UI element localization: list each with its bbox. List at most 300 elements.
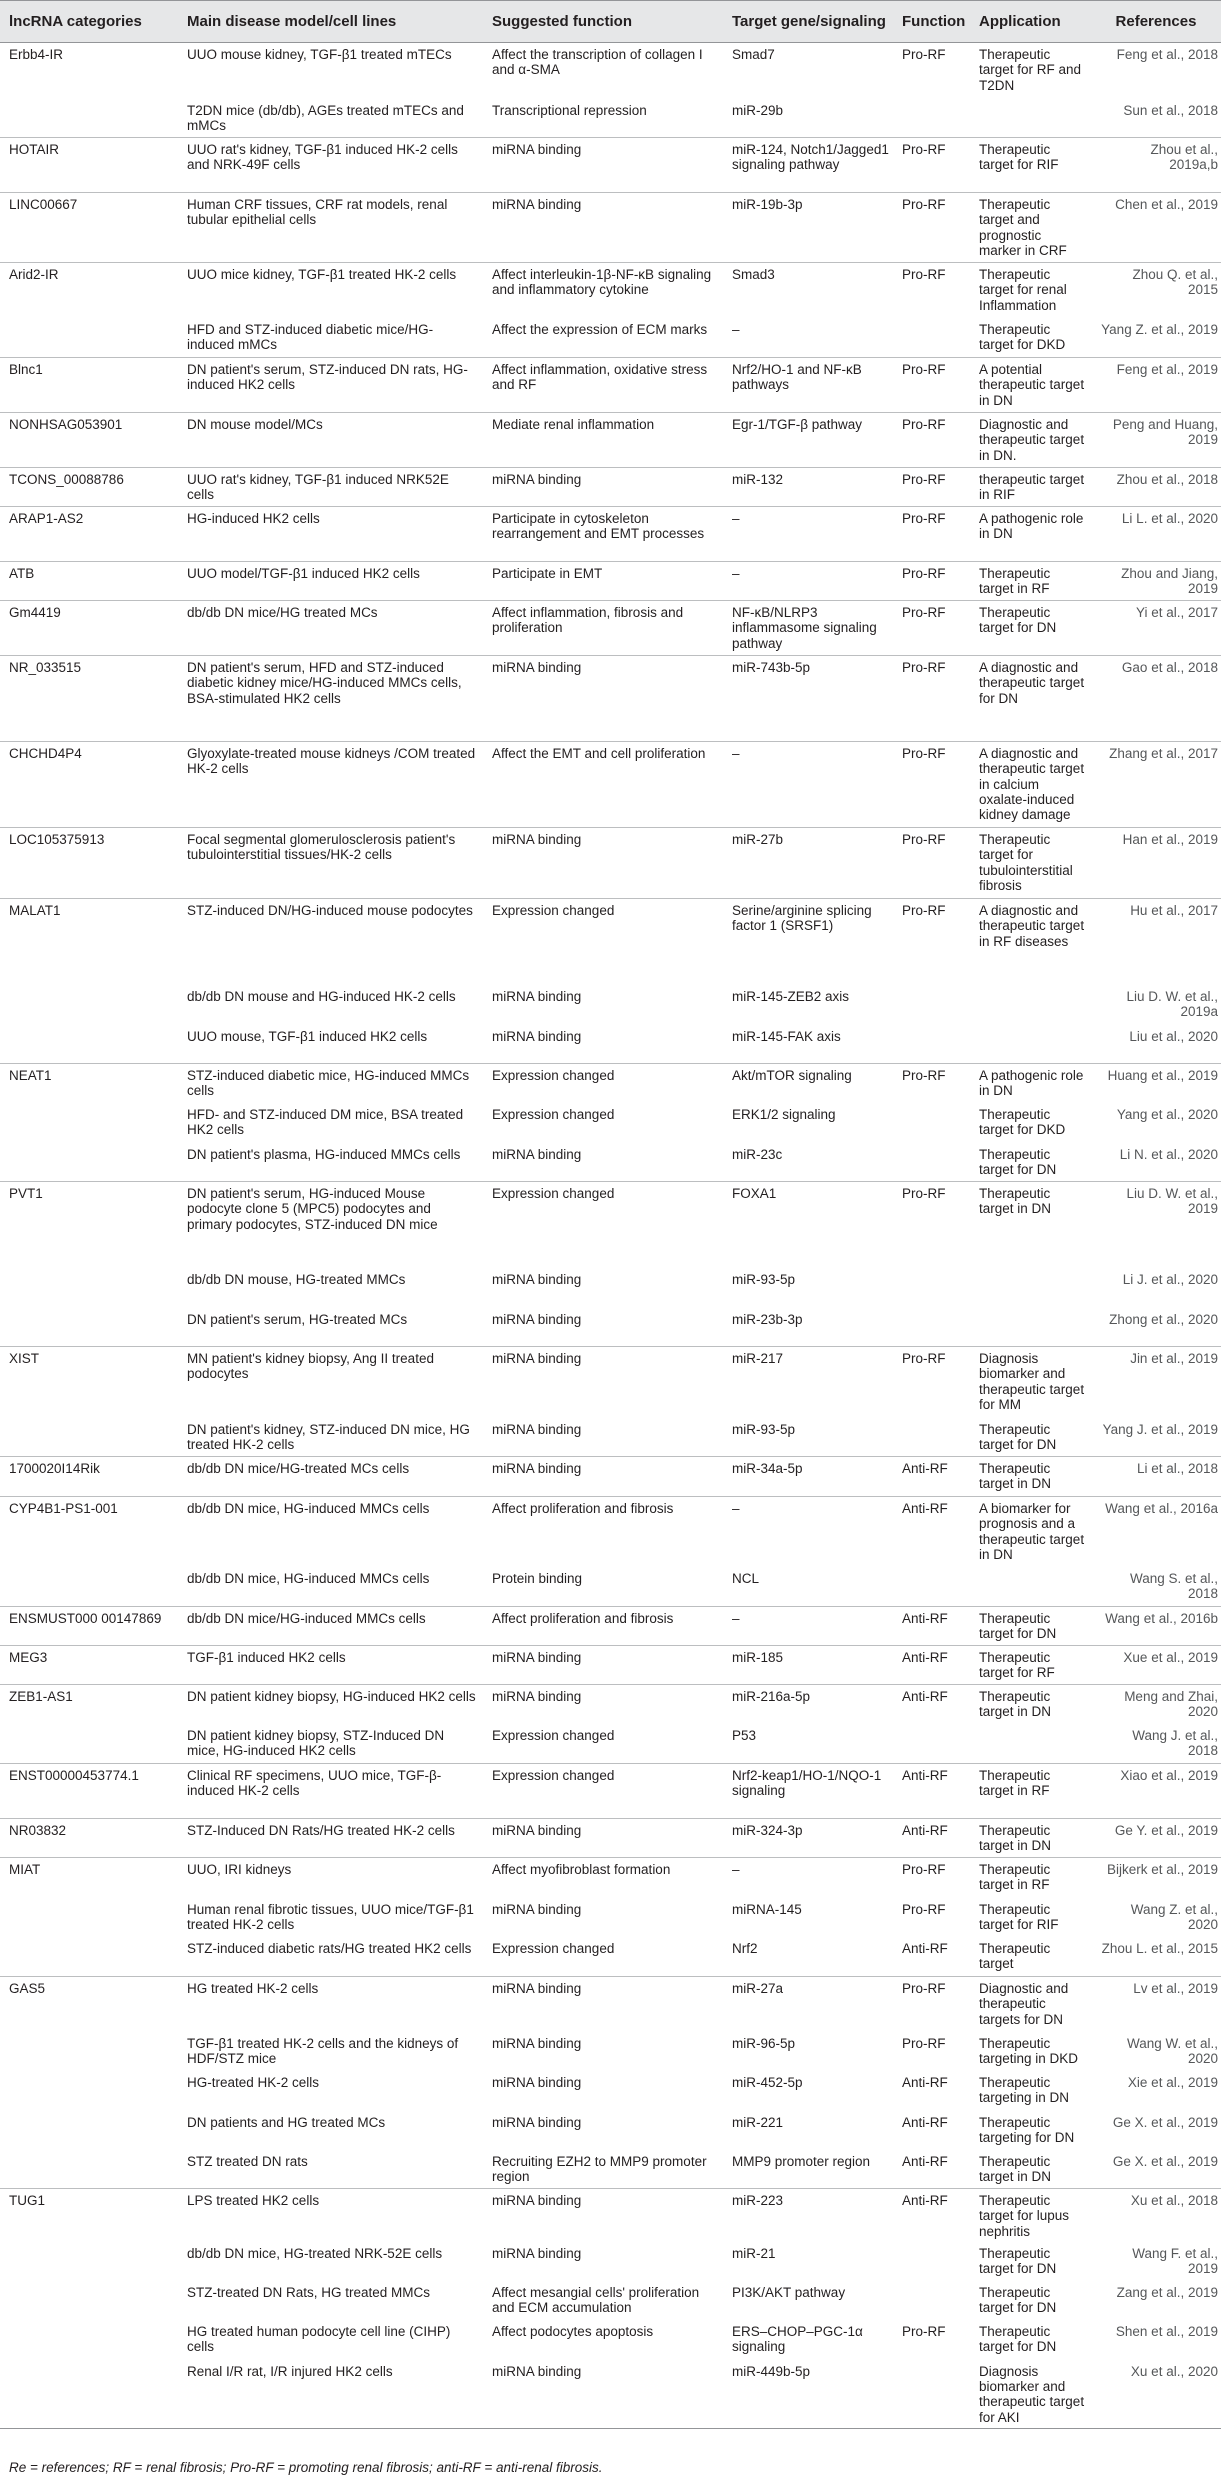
disease-model-cell: db/db DN mice, HG-treated NRK-52E cells: [187, 2245, 443, 2261]
target-gene-cell: miR-132: [723, 468, 893, 507]
table-row: [0, 1308, 1221, 1347]
disease-model-cell: db/db DN mouse and HG-induced HK-2 cells: [187, 988, 456, 1004]
disease-model-cell: Focal segmental glomerulosclerosis patient's tubulointerstitial tissues/HK-2 cells: [178, 828, 483, 899]
function-cell: [893, 318, 970, 358]
lncrna-category-cell: NEAT1: [0, 1064, 178, 1103]
reference-cell: Li L. et al., 2020: [1091, 507, 1221, 562]
suggested-function-cell: miRNA binding: [483, 656, 723, 742]
suggested-function-cell: Affect the EMT and cell proliferation: [483, 742, 723, 828]
function-cell: Pro-RF: [893, 899, 970, 985]
disease-model-cell: db/db DN mice, HG-induced MMCs cells: [187, 1570, 430, 1586]
suggested-function-cell: Recruiting EZH2 to MMP9 promoter region: [492, 2153, 707, 2184]
suggested-function-cell: miRNA binding: [492, 2114, 582, 2130]
table-row: [0, 562, 1221, 601]
table-row: [0, 1819, 1221, 1858]
table-row: [0, 985, 1221, 1025]
table-row: [0, 1268, 1221, 1308]
disease-model-cell: STZ-induced diabetic rats/HG treated HK2 cells: [187, 1940, 472, 1956]
suggested-function-cell: miRNA binding: [483, 1457, 723, 1497]
table-row: [0, 193, 1221, 263]
table-row: [0, 1764, 1221, 1819]
reference-cell: Xie et al., 2019: [1127, 2074, 1218, 2090]
application-cell: A pathogenic role in DN: [970, 507, 1091, 562]
function-cell: Anti-RF: [893, 1764, 970, 1819]
application-cell: [970, 1025, 1091, 1064]
suggested-function-cell: Affect mesangial cells' proliferation and ECM accumulation: [492, 2284, 700, 2316]
suggested-function-cell: Affect interleukin-1β-NF-κB signaling and inflammatory cytokine: [483, 263, 723, 318]
disease-model-cell: Clinical RF specimens, UUO mice, TGF-β-induced HK-2 cells: [178, 1764, 483, 1819]
function-cell: Pro-RF: [893, 601, 970, 656]
application-cell: Therapeutic target in DN: [970, 1685, 1091, 1724]
function-cell: [893, 1567, 970, 1607]
function-cell: [893, 99, 970, 138]
reference-cell: Liu D. W. et al., 2019: [1091, 1182, 1221, 1268]
application-cell: Diagnostic and therapeutic target in DN.: [970, 413, 1091, 468]
target-gene-cell: Nrf2: [732, 1940, 758, 1956]
application-cell: Therapeutic target and prognostic marker in CRF: [970, 193, 1091, 263]
table-row: [0, 318, 1221, 358]
lncrna-category-cell: [0, 2242, 178, 2281]
suggested-function-cell: Expression changed: [492, 1940, 615, 1956]
disease-model-cell: Glyoxylate-treated mouse kidneys /COM treated HK-2 cells: [178, 742, 483, 828]
disease-model-cell: HFD- and STZ-induced DM mice, BSA treated HK2 cells: [187, 1106, 464, 1137]
header-suggested-function: Suggested function: [483, 1, 723, 43]
function-cell: Pro-RF: [893, 828, 970, 899]
application-cell: Therapeutic target in DN: [970, 1457, 1091, 1497]
target-gene-cell: miR-23c: [732, 1146, 783, 1162]
table-row: [0, 899, 1221, 985]
table-row: [0, 1064, 1221, 1103]
reference-cell: Xu et al., 2018: [1091, 2189, 1221, 2242]
suggested-function-cell: Affect the transcription of collagen I and α-SMA: [492, 47, 703, 78]
application-cell: [970, 1308, 1091, 1347]
reference-cell: Wang et al., 2016b: [1091, 1607, 1221, 1646]
suggested-function-cell: miRNA binding: [483, 2360, 723, 2429]
disease-model-cell: DN patient's serum, STZ-induced DN rats, HG-induced HK2 cells: [178, 358, 483, 413]
disease-model-cell: STZ-Induced DN Rats/HG treated HK-2 cells: [178, 1819, 483, 1858]
table-row: [0, 1937, 1221, 1977]
table-row: [0, 468, 1221, 507]
function-cell: Anti-RF: [893, 1457, 970, 1497]
target-gene-cell: NCL: [732, 1570, 760, 1586]
function-cell: Pro-RF: [893, 562, 970, 601]
target-gene-cell: miR-221: [732, 2114, 784, 2130]
application-cell: therapeutic target in RIF: [970, 468, 1091, 507]
lncrna-category-cell: ENSMUST000 00147869: [0, 1607, 178, 1646]
reference-cell: Shen et al., 2019: [1115, 2323, 1218, 2339]
lncrna-category-cell: ZEB1-AS1: [0, 1685, 178, 1724]
lncrna-category-cell: NR_033515: [0, 656, 178, 742]
suggested-function-cell: Participate in cytoskeleton rearrangement and EMT processes: [483, 507, 723, 562]
application-cell: Therapeutic target for RIF: [970, 138, 1091, 193]
application-cell: Therapeutic target for DN: [979, 2323, 1057, 2355]
application-cell: Therapeutic targeting for DN: [979, 2114, 1075, 2145]
suggested-function-cell: Affect inflammation, fibrosis and proliferation: [483, 601, 723, 656]
lncrna-category-cell: [0, 1103, 178, 1143]
table-row: [0, 99, 1221, 138]
function-cell: Anti-RF: [893, 2189, 970, 2242]
suggested-function-cell: miRNA binding: [492, 1311, 582, 1327]
function-cell: [893, 1418, 970, 1457]
disease-model-cell: DN patient's serum, HG-treated MCs: [187, 1311, 408, 1327]
lncrna-category-cell: PVT1: [0, 1182, 178, 1268]
lncrna-category-cell: [0, 1025, 178, 1064]
reference-cell: Meng and Zhai, 2020: [1091, 1685, 1221, 1724]
table-row: [0, 263, 1221, 318]
disease-model-cell: DN patient's serum, HFD and STZ-induced diabetic kidney mice/HG-induced MMCs cells, BSA-stimulated HK2 cells: [178, 656, 483, 742]
disease-model-cell: DN patient's plasma, HG-induced MMCs cells: [187, 1146, 461, 1162]
target-gene-cell: miR-27b: [723, 828, 893, 899]
function-cell: [893, 1025, 970, 1064]
table-row: [0, 2032, 1221, 2071]
reference-cell: Xu et al., 2020: [1091, 2360, 1221, 2429]
lncrna-category-cell: ATB: [0, 562, 178, 601]
target-gene-cell: miR-124, Notch1/Jagged1 signaling pathway: [723, 138, 893, 193]
application-cell: A diagnostic and therapeutic target in calcium oxalate-induced kidney damage: [970, 742, 1091, 828]
lncrna-category-cell: [0, 1418, 178, 1457]
suggested-function-cell: Protein binding: [492, 1570, 583, 1586]
disease-model-cell: Human CRF tissues, CRF rat models, renal tubular epithelial cells: [178, 193, 483, 263]
application-cell: Therapeutic target for DKD: [979, 321, 1066, 352]
lncrna-category-cell: [0, 1308, 178, 1347]
table-row: [0, 828, 1221, 899]
application-cell: Therapeutic target for lupus nephritis: [970, 2189, 1091, 2242]
reference-cell: Liu et al., 2020: [1129, 1028, 1218, 1044]
table-row: [0, 1898, 1221, 1937]
function-cell: Pro-RF: [902, 2323, 946, 2339]
function-cell: [893, 1724, 970, 1764]
function-cell: Anti-RF: [902, 2074, 948, 2090]
suggested-function-cell: miRNA binding: [483, 1347, 723, 1418]
lncrna-category-cell: ENST00000453774.1: [0, 1764, 178, 1819]
lncrna-category-cell: CYP4B1-PS1-001: [0, 1497, 178, 1567]
lncrna-category-cell: LOC105375913: [0, 828, 178, 899]
disease-model-cell: HG-induced HK2 cells: [178, 507, 483, 562]
target-gene-cell: ERS–CHOP–PGC-1α signaling: [732, 2323, 863, 2355]
application-cell: A diagnostic and therapeutic target for DN: [970, 656, 1091, 742]
table-row: [0, 1567, 1221, 1607]
target-gene-cell: –: [723, 1497, 893, 1567]
application-cell: [970, 985, 1091, 1025]
application-cell: Diagnosis biomarker and therapeutic target for MM: [970, 1347, 1091, 1418]
function-cell: Pro-RF: [893, 193, 970, 263]
lncrna-category-cell: [0, 2320, 178, 2360]
reference-cell: Feng et al., 2018: [1116, 47, 1218, 62]
table-row: [0, 43, 1221, 99]
reference-cell: Liu D. W. et al., 2019a: [1126, 988, 1218, 1019]
reference-cell: Zhou L. et al., 2015: [1101, 1940, 1218, 1956]
disease-model-cell: db/db DN mouse, HG-treated MMCs: [187, 1271, 406, 1287]
lncrna-category-cell: HOTAIR: [0, 138, 178, 193]
suggested-function-cell: miRNA binding: [492, 2035, 582, 2051]
suggested-function-cell: Affect myofibroblast formation: [483, 1858, 723, 1898]
lncrna-category-cell: [0, 1143, 178, 1182]
table-row: [0, 2189, 1221, 2242]
target-gene-cell: Akt/mTOR signaling: [723, 1064, 893, 1103]
application-cell: A biomarker for prognosis and a therapeutic target in DN: [970, 1497, 1091, 1567]
target-gene-cell: ERK1/2 signaling: [732, 1106, 836, 1122]
disease-model-cell: MN patient's kidney biopsy, Ang II treated podocytes: [178, 1347, 483, 1418]
table-footnote: Re = references; RF = renal fibrosis; Pro-RF = promoting renal fibrosis; anti-RF = anti-renal fibrosis.: [9, 2460, 603, 2475]
application-cell: Therapeutic target for RF and T2DN: [979, 47, 1082, 93]
application-cell: A diagnostic and therapeutic target in RF diseases: [970, 899, 1091, 985]
target-gene-cell: MMP9 promoter region: [732, 2153, 871, 2169]
table-row: [0, 2281, 1221, 2320]
reference-cell: Li et al., 2018: [1091, 1457, 1221, 1497]
suggested-function-cell: miRNA binding: [483, 1819, 723, 1858]
target-gene-cell: miR-324-3p: [723, 1819, 893, 1858]
table-row: [0, 1724, 1221, 1764]
target-gene-cell: miR-145-FAK axis: [732, 1028, 841, 1044]
reference-cell: Gao et al., 2018: [1091, 656, 1221, 742]
target-gene-cell: NF-κB/NLRP3 inflammasome signaling pathway: [723, 601, 893, 656]
application-cell: Therapeutic target for RF: [970, 1646, 1091, 1685]
application-cell: Therapeutic targeting in DKD: [979, 2035, 1079, 2066]
application-cell: Therapeutic target in RF: [970, 1764, 1091, 1819]
lncrna-category-cell: Erbb4-IR: [9, 47, 64, 62]
function-cell: Pro-RF: [893, 507, 970, 562]
table-row: [0, 2071, 1221, 2111]
target-gene-cell: –: [723, 507, 893, 562]
table-row: [0, 1143, 1221, 1182]
function-cell: Anti-RF: [893, 1819, 970, 1858]
target-gene-cell: miR-93-5p: [732, 1271, 796, 1287]
application-cell: Therapeutic target for tubulointerstitial fibrosis: [970, 828, 1091, 899]
suggested-function-cell: miRNA binding: [492, 2245, 582, 2261]
disease-model-cell: DN patient kidney biopsy, HG-induced HK2 cells: [178, 1685, 483, 1724]
lncrna-category-cell: NONHSAG053901: [0, 413, 178, 468]
target-gene-cell: Egr-1/TGF-β pathway: [723, 413, 893, 468]
function-cell: [893, 2242, 970, 2281]
disease-model-cell: STZ-induced DN/HG-induced mouse podocytes: [178, 899, 483, 985]
target-gene-cell: Smad7: [732, 47, 775, 62]
function-cell: Pro-RF: [893, 263, 970, 318]
application-cell: Diagnostic and therapeutic targets for DN: [970, 1977, 1091, 2032]
table-row: [0, 1685, 1221, 1724]
disease-model-cell: HG treated human podocyte cell line (CIHP) cells: [187, 2323, 451, 2355]
reference-cell: Zhou Q. et al., 2015: [1091, 263, 1221, 318]
application-cell: Therapeutic target for DN: [979, 2245, 1057, 2277]
function-cell: [893, 2360, 970, 2429]
disease-model-cell: UUO mouse, TGF-β1 induced HK2 cells: [187, 1028, 428, 1044]
function-cell: Pro-RF: [893, 1858, 970, 1898]
table-row: [0, 2320, 1221, 2360]
target-gene-cell: miRNA-145: [732, 1901, 802, 1917]
reference-cell: Wang et al., 2016a: [1091, 1497, 1221, 1567]
application-cell: Therapeutic target for DKD: [979, 1106, 1066, 1137]
table-row: [0, 2242, 1221, 2281]
table-row: [0, 1347, 1221, 1418]
suggested-function-cell: miRNA binding: [492, 1271, 582, 1287]
lncrna-category-cell: Blnc1: [0, 358, 178, 413]
lncrna-category-cell: 1700020I14Rik: [0, 1457, 178, 1497]
table-row: [0, 2111, 1221, 2150]
target-gene-cell: miR-452-5p: [732, 2074, 803, 2090]
disease-model-cell: UUO mouse kidney, TGF-β1 treated mTECs: [187, 47, 452, 62]
reference-cell: Bijkerk et al., 2019: [1091, 1858, 1221, 1898]
disease-model-cell: LPS treated HK2 cells: [178, 2189, 483, 2242]
disease-model-cell: UUO rat's kidney, TGF-β1 induced HK-2 cells and NRK-49F cells: [178, 138, 483, 193]
target-gene-cell: miR-145-ZEB2 axis: [732, 988, 850, 1004]
application-cell: Diagnosis biomarker and therapeutic target for AKI: [970, 2360, 1091, 2429]
disease-model-cell: T2DN mice (db/db), AGEs treated mTECs and mMCs: [187, 102, 464, 133]
suggested-function-cell: miRNA binding: [483, 1646, 723, 1685]
reference-cell: Wang Z. et al., 2020: [1130, 1901, 1218, 1932]
lncrna-category-cell: [0, 1268, 178, 1308]
suggested-function-cell: miRNA binding: [492, 1901, 582, 1917]
lncrna-category-cell: [0, 2071, 178, 2111]
table-row: [0, 1025, 1221, 1064]
disease-model-cell: UUO model/TGF-β1 induced HK2 cells: [178, 562, 483, 601]
function-cell: Pro-RF: [893, 656, 970, 742]
reference-cell: Peng and Huang, 2019: [1091, 413, 1221, 468]
table-row: [0, 2150, 1221, 2189]
application-cell: [970, 1724, 1091, 1764]
header-target-gene: Target gene/signaling: [723, 1, 893, 43]
lncrna-category-cell: XIST: [0, 1347, 178, 1418]
reference-cell: Yang Z. et al., 2019: [1101, 321, 1218, 337]
suggested-function-cell: Affect the expression of ECM marks: [492, 321, 708, 337]
reference-cell: Li N. et al., 2020: [1119, 1146, 1218, 1162]
application-cell: Therapeutic target for DN: [979, 1146, 1057, 1177]
table-row: [0, 1858, 1221, 1898]
target-gene-cell: –: [723, 742, 893, 828]
lncrna-category-cell: MEG3: [0, 1646, 178, 1685]
application-cell: Therapeutic target for DN: [970, 1607, 1091, 1646]
reference-cell: Xiao et al., 2019: [1091, 1764, 1221, 1819]
table-row: [0, 656, 1221, 742]
suggested-function-cell: Mediate renal inflammation: [483, 413, 723, 468]
table-row: [0, 413, 1221, 468]
suggested-function-cell: Affect podocytes apoptosis: [492, 2323, 654, 2339]
disease-model-cell: Human renal fibrotic tissues, UUO mice/TGF-β1 treated HK-2 cells: [187, 1901, 474, 1932]
lncrna-category-cell: [0, 1937, 178, 1977]
reference-cell: Han et al., 2019: [1091, 828, 1221, 899]
lncrna-category-cell: LINC00667: [0, 193, 178, 263]
reference-cell: Ge Y. et al., 2019: [1091, 1819, 1221, 1858]
disease-model-cell: TGF-β1 induced HK2 cells: [178, 1646, 483, 1685]
lncrna-category-cell: MALAT1: [0, 899, 178, 985]
lncrna-category-cell: Gm4419: [0, 601, 178, 656]
function-cell: Anti-RF: [893, 1646, 970, 1685]
function-cell: [893, 985, 970, 1025]
function-cell: Pro-RF: [893, 1977, 970, 2032]
function-cell: Pro-RF: [893, 1347, 970, 1418]
lncrna-category-cell: Arid2-IR: [0, 263, 178, 318]
function-cell: Pro-RF: [893, 358, 970, 413]
target-gene-cell: –: [732, 321, 740, 337]
disease-model-cell: UUO, IRI kidneys: [178, 1858, 483, 1898]
table-row: [0, 1607, 1221, 1646]
lncrna-category-cell: NR03832: [0, 1819, 178, 1858]
suggested-function-cell: miRNA binding: [492, 2074, 582, 2090]
suggested-function-cell: miRNA binding: [483, 1685, 723, 1724]
reference-cell: Lv et al., 2019: [1091, 1977, 1221, 2032]
target-gene-cell: Nrf2-keap1/HO-1/NQO-1 signaling: [723, 1764, 893, 1819]
disease-model-cell: STZ-treated DN Rats, HG treated MMCs: [187, 2284, 431, 2300]
suggested-function-cell: miRNA binding: [483, 1977, 723, 2032]
target-gene-cell: miR-449b-5p: [723, 2360, 893, 2429]
lncrna-category-cell: TCONS_00088786: [0, 468, 178, 507]
application-cell: [970, 1268, 1091, 1308]
lncrna-category-cell: [0, 2360, 178, 2429]
target-gene-cell: miR-223: [723, 2189, 893, 2242]
suggested-function-cell: Transcriptional repression: [492, 102, 647, 118]
table-row: [0, 138, 1221, 193]
suggested-function-cell: Expression changed: [483, 899, 723, 985]
table-header: [0, 1, 1221, 43]
reference-cell: Zhang et al., 2017: [1091, 742, 1221, 828]
disease-model-cell: HG treated HK-2 cells: [178, 1977, 483, 2032]
suggested-function-cell: miRNA binding: [483, 468, 723, 507]
reference-cell: Yang et al., 2020: [1116, 1106, 1218, 1122]
function-cell: Pro-RF: [902, 1901, 946, 1917]
application-cell: Therapeutic target: [979, 1940, 1051, 1971]
table-row: [0, 601, 1221, 656]
table-row: [0, 1182, 1221, 1268]
lncrna-category-cell: [0, 2032, 178, 2071]
table-row: [0, 1418, 1221, 1457]
header-function: Function: [893, 1, 970, 43]
application-cell: Therapeutic target in DN: [970, 1819, 1091, 1858]
table-row: [0, 1646, 1221, 1685]
reference-cell: Wang S. et al., 2018: [1129, 1570, 1218, 1601]
disease-model-cell: HG-treated HK-2 cells: [187, 2074, 320, 2090]
application-cell: A potential therapeutic target in DN: [970, 358, 1091, 413]
lncrna-category-cell: [0, 985, 178, 1025]
function-cell: Pro-RF: [902, 47, 946, 62]
function-cell: Pro-RF: [893, 138, 970, 193]
function-cell: Pro-RF: [893, 1182, 970, 1268]
disease-model-cell: UUO rat's kidney, TGF-β1 induced NRK52E cells: [178, 468, 483, 507]
disease-model-cell: UUO mice kidney, TGF-β1 treated HK-2 cells: [178, 263, 483, 318]
reference-cell: Chen et al., 2019: [1091, 193, 1221, 263]
target-gene-cell: FOXA1: [723, 1182, 893, 1268]
suggested-function-cell: miRNA binding: [492, 1028, 582, 1044]
disease-model-cell: DN patient's serum, HG-induced Mouse podocyte clone 5 (MPC5) podocytes and primary podocytes, STZ-induced DN mice: [178, 1182, 483, 1268]
target-gene-cell: miR-27a: [723, 1977, 893, 2032]
lncrna-category-cell: CHCHD4P4: [0, 742, 178, 828]
suggested-function-cell: miRNA binding: [492, 1146, 582, 1162]
table-row: [0, 2360, 1221, 2429]
reference-cell: Zhong et al., 2020: [1109, 1311, 1218, 1327]
reference-cell: Ge X. et al., 2019: [1112, 2153, 1218, 2169]
application-cell: Therapeutic target in RF: [970, 1858, 1091, 1898]
table-row: [0, 507, 1221, 562]
disease-model-cell: HFD and STZ-induced diabetic mice/HG-induced mMCs: [187, 321, 434, 352]
suggested-function-cell: Participate in EMT: [483, 562, 723, 601]
function-cell: [893, 2281, 970, 2320]
lncrna-category-cell: [0, 99, 178, 138]
table-row: [0, 1103, 1221, 1143]
target-gene-cell: miR-217: [723, 1347, 893, 1418]
table-row: [0, 358, 1221, 413]
target-gene-cell: Serine/arginine splicing factor 1 (SRSF1): [723, 899, 893, 985]
reference-cell: Wang J. et al., 2018: [1132, 1727, 1218, 1758]
application-cell: Therapeutic target for DN: [979, 1421, 1057, 1452]
suggested-function-cell: Expression changed: [492, 1106, 615, 1122]
lncrna-category-cell: [0, 2150, 178, 2189]
table-body: [0, 43, 1221, 2429]
application-cell: [970, 99, 1091, 138]
disease-model-cell: db/db DN mice/HG-treated MCs cells: [178, 1457, 483, 1497]
application-cell: Therapeutic target for RIF: [979, 1901, 1059, 1932]
reference-cell: Feng et al., 2019: [1091, 358, 1221, 413]
suggested-function-cell: Expression changed: [483, 1182, 723, 1268]
application-cell: Therapeutic target for DN: [979, 2284, 1057, 2316]
reference-cell: Xue et al., 2019: [1091, 1646, 1221, 1685]
target-gene-cell: Smad3: [723, 263, 893, 318]
